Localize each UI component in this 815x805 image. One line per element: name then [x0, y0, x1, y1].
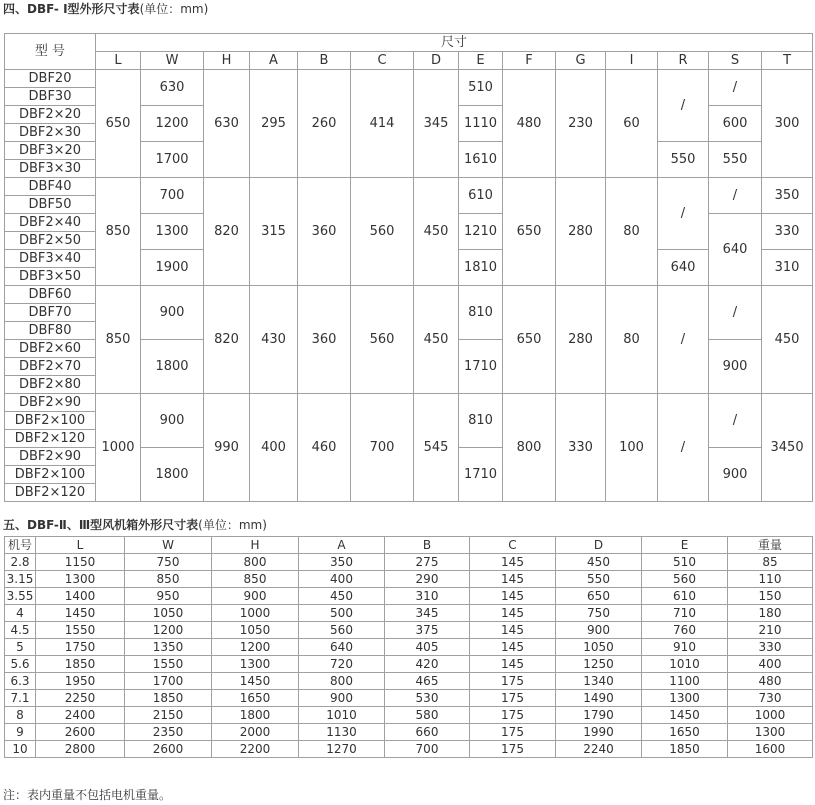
cell-b: 660 — [385, 724, 470, 741]
cell-e: 610 — [642, 588, 728, 605]
cell-s: 600 — [709, 106, 762, 142]
cell-d: 1050 — [556, 639, 642, 656]
cell-b: 275 — [385, 554, 470, 571]
header-row — [5, 34, 813, 52]
cell-a: 400 — [250, 394, 298, 502]
table2-title-text: 五、DBF-Ⅱ、Ⅲ型风机箱外形尺寸表 — [3, 518, 199, 532]
cell-d: 450 — [556, 554, 642, 571]
cell-e: 1450 — [642, 707, 728, 724]
cell-e: 1850 — [642, 741, 728, 758]
header-col-d: D — [556, 537, 642, 554]
cell-machine-no: 7.1 — [5, 690, 36, 707]
cell-b: 530 — [385, 690, 470, 707]
cell-a: 1010 — [299, 707, 385, 724]
header-col-c: C — [351, 52, 414, 70]
cell-t: 450 — [762, 286, 813, 394]
cell-b: 375 — [385, 622, 470, 639]
header-col-weight: 重量 — [728, 537, 813, 554]
cell-e: 1650 — [642, 724, 728, 741]
header-row — [5, 537, 813, 554]
cell-l: 1950 — [36, 673, 125, 690]
cell-w: 630 — [141, 70, 204, 106]
cell-f: 650 — [503, 286, 556, 394]
cell-c: 175 — [470, 707, 556, 724]
header-col-t: T — [762, 52, 813, 70]
cell-s: 900 — [709, 448, 762, 502]
model-cell: DBF2×20 — [5, 106, 96, 124]
cell-h: 2000 — [212, 724, 299, 741]
cell-l: 650 — [96, 70, 141, 178]
header-col-d: D — [414, 52, 459, 70]
model-cell: DBF80 — [5, 322, 96, 340]
cell-weight: 1300 — [728, 724, 813, 741]
cell-weight: 480 — [728, 673, 813, 690]
cell-s: / — [709, 70, 762, 106]
cell-d: 900 — [556, 622, 642, 639]
cell-d: 1250 — [556, 656, 642, 673]
cell-s: 550 — [709, 142, 762, 178]
cell-machine-no: 8 — [5, 707, 36, 724]
header-col-h: H — [204, 52, 250, 70]
cell-w: 1300 — [141, 214, 204, 250]
cell-h: 1050 — [212, 622, 299, 639]
cell-c: 145 — [470, 622, 556, 639]
cell-machine-no: 3.55 — [5, 588, 36, 605]
cell-machine-no: 5 — [5, 639, 36, 656]
cell-weight: 180 — [728, 605, 813, 622]
cell-e: 760 — [642, 622, 728, 639]
cell-c: 145 — [470, 554, 556, 571]
cell-l: 2400 — [36, 707, 125, 724]
cell-machine-no: 2.8 — [5, 554, 36, 571]
cell-b: 420 — [385, 656, 470, 673]
cell-w: 700 — [141, 178, 204, 214]
cell-s: / — [709, 286, 762, 340]
cell-e: 810 — [459, 394, 503, 448]
cell-l: 1450 — [36, 605, 125, 622]
cell-d: 650 — [556, 588, 642, 605]
cell-b: 345 — [385, 605, 470, 622]
header-col-s: S — [709, 52, 762, 70]
cell-e: 1100 — [642, 673, 728, 690]
header-col-a: A — [299, 537, 385, 554]
model-cell: DBF2×100 — [5, 412, 96, 430]
cell-d: 1990 — [556, 724, 642, 741]
header-col-l: L — [36, 537, 125, 554]
cell-r: / — [658, 394, 709, 502]
cell-a: 430 — [250, 286, 298, 394]
cell-b: 290 — [385, 571, 470, 588]
header-col-g: G — [556, 52, 606, 70]
cell-t: 3450 — [762, 394, 813, 502]
cell-machine-no: 6.3 — [5, 673, 36, 690]
cell-w: 1700 — [125, 673, 212, 690]
cell-f: 800 — [503, 394, 556, 502]
model-cell: DBF60 — [5, 286, 96, 304]
cell-c: 145 — [470, 639, 556, 656]
cell-d: 2240 — [556, 741, 642, 758]
header-col-e: E — [642, 537, 728, 554]
cell-e: 560 — [642, 571, 728, 588]
cell-h: 630 — [204, 70, 250, 178]
cell-d: 750 — [556, 605, 642, 622]
table-row — [5, 286, 813, 304]
model-cell: DBF3×40 — [5, 250, 96, 268]
cell-w: 900 — [141, 394, 204, 448]
cell-e: 910 — [642, 639, 728, 656]
model-cell: DBF3×20 — [5, 142, 96, 160]
header-row — [5, 52, 813, 70]
table-row — [5, 622, 813, 639]
model-cell: DBF2×90 — [5, 448, 96, 466]
cell-d: 1490 — [556, 690, 642, 707]
header-col-h: H — [212, 537, 299, 554]
cell-l: 1150 — [36, 554, 125, 571]
header-col-machine-no: 机号 — [5, 537, 36, 554]
cell-g: 280 — [556, 178, 606, 286]
cell-w: 950 — [125, 588, 212, 605]
model-cell: DBF2×120 — [5, 484, 96, 502]
table-row — [5, 690, 813, 707]
cell-weight: 730 — [728, 690, 813, 707]
cell-a: 315 — [250, 178, 298, 286]
table2-title-unit: (单位：mm) — [198, 518, 267, 532]
cell-b: 405 — [385, 639, 470, 656]
model-cell: DBF2×70 — [5, 358, 96, 376]
model-cell: DBF2×120 — [5, 430, 96, 448]
table-row — [5, 673, 813, 690]
cell-machine-no: 10 — [5, 741, 36, 758]
header-col-b: B — [298, 52, 351, 70]
cell-f: 650 — [503, 178, 556, 286]
cell-h: 1200 — [212, 639, 299, 656]
header-size-group: 尺寸 — [96, 34, 813, 52]
cell-l: 1850 — [36, 656, 125, 673]
cell-l: 2800 — [36, 741, 125, 758]
table-row — [5, 70, 813, 88]
cell-s: / — [709, 394, 762, 448]
table-row — [5, 178, 813, 196]
cell-a: 400 — [299, 571, 385, 588]
table-row — [5, 605, 813, 622]
header-col-e: E — [459, 52, 503, 70]
cell-l: 1300 — [36, 571, 125, 588]
header-model: 型 号 — [5, 34, 96, 70]
cell-h: 800 — [212, 554, 299, 571]
cell-weight: 330 — [728, 639, 813, 656]
cell-a: 900 — [299, 690, 385, 707]
model-cell: DBF2×50 — [5, 232, 96, 250]
cell-r: 640 — [658, 250, 709, 286]
cell-c: 145 — [470, 571, 556, 588]
cell-h: 1800 — [212, 707, 299, 724]
cell-e: 510 — [459, 70, 503, 106]
cell-e: 1210 — [459, 214, 503, 250]
header-col-l: L — [96, 52, 141, 70]
cell-d: 1790 — [556, 707, 642, 724]
model-cell: DBF2×80 — [5, 376, 96, 394]
cell-machine-no: 4 — [5, 605, 36, 622]
cell-a: 500 — [299, 605, 385, 622]
cell-i: 60 — [606, 70, 658, 178]
cell-b: 260 — [298, 70, 351, 178]
cell-a: 350 — [299, 554, 385, 571]
cell-h: 1000 — [212, 605, 299, 622]
cell-a: 720 — [299, 656, 385, 673]
cell-h: 1300 — [212, 656, 299, 673]
cell-r: 550 — [658, 142, 709, 178]
table-row — [5, 656, 813, 673]
cell-w: 2350 — [125, 724, 212, 741]
table1-title-unit: (单位：mm) — [139, 2, 209, 16]
cell-w: 750 — [125, 554, 212, 571]
cell-machine-no: 3.15 — [5, 571, 36, 588]
cell-b: 580 — [385, 707, 470, 724]
cell-h: 850 — [212, 571, 299, 588]
cell-l: 1550 — [36, 622, 125, 639]
cell-a: 1130 — [299, 724, 385, 741]
table-row — [5, 588, 813, 605]
cell-s: / — [709, 178, 762, 214]
header-col-f: F — [503, 52, 556, 70]
cell-e: 610 — [459, 178, 503, 214]
cell-g: 330 — [556, 394, 606, 502]
cell-e: 1710 — [459, 448, 503, 502]
table-row — [5, 639, 813, 656]
model-cell: DBF50 — [5, 196, 96, 214]
table-row — [5, 724, 813, 741]
cell-machine-no: 4.5 — [5, 622, 36, 639]
cell-d: 1340 — [556, 673, 642, 690]
cell-b: 700 — [385, 741, 470, 758]
cell-l: 2250 — [36, 690, 125, 707]
footnote: 注：表内重量不包括电机重量。 — [3, 788, 172, 802]
cell-weight: 400 — [728, 656, 813, 673]
cell-e: 510 — [642, 554, 728, 571]
cell-e: 1300 — [642, 690, 728, 707]
cell-weight: 1600 — [728, 741, 813, 758]
cell-b: 360 — [298, 178, 351, 286]
cell-c: 145 — [470, 605, 556, 622]
table-row — [5, 571, 813, 588]
cell-e: 1110 — [459, 106, 503, 142]
cell-e: 810 — [459, 286, 503, 340]
cell-w: 1800 — [141, 448, 204, 502]
model-cell: DBF2×40 — [5, 214, 96, 232]
cell-r: / — [658, 178, 709, 250]
cell-g: 230 — [556, 70, 606, 178]
cell-h: 2200 — [212, 741, 299, 758]
cell-e: 1810 — [459, 250, 503, 286]
cell-w: 850 — [125, 571, 212, 588]
model-cell: DBF2×100 — [5, 466, 96, 484]
cell-c: 145 — [470, 656, 556, 673]
cell-w: 1700 — [141, 142, 204, 178]
dbf2-3-fan-box-dimension-table — [4, 536, 813, 758]
cell-l: 850 — [96, 286, 141, 394]
cell-c: 560 — [351, 286, 414, 394]
cell-weight: 1000 — [728, 707, 813, 724]
cell-w: 1200 — [125, 622, 212, 639]
cell-t: 300 — [762, 70, 813, 178]
cell-w: 2150 — [125, 707, 212, 724]
cell-h: 990 — [204, 394, 250, 502]
header-col-i: I — [606, 52, 658, 70]
cell-b: 360 — [298, 286, 351, 394]
header-col-b: B — [385, 537, 470, 554]
cell-w: 1550 — [125, 656, 212, 673]
cell-e: 1710 — [459, 340, 503, 394]
cell-machine-no: 5.6 — [5, 656, 36, 673]
model-cell: DBF2×30 — [5, 124, 96, 142]
table-row — [5, 394, 813, 412]
cell-l: 1750 — [36, 639, 125, 656]
cell-g: 280 — [556, 286, 606, 394]
cell-d: 550 — [556, 571, 642, 588]
table-row — [5, 707, 813, 724]
cell-d: 545 — [414, 394, 459, 502]
cell-w: 1800 — [141, 340, 204, 394]
cell-l: 2600 — [36, 724, 125, 741]
cell-machine-no: 9 — [5, 724, 36, 741]
cell-h: 900 — [212, 588, 299, 605]
cell-e: 1010 — [642, 656, 728, 673]
cell-a: 560 — [299, 622, 385, 639]
cell-weight: 110 — [728, 571, 813, 588]
cell-a: 450 — [299, 588, 385, 605]
table-row — [5, 741, 813, 758]
cell-d: 450 — [414, 178, 459, 286]
cell-c: 145 — [470, 588, 556, 605]
cell-l: 1000 — [96, 394, 141, 502]
model-cell: DBF20 — [5, 70, 96, 88]
cell-c: 560 — [351, 178, 414, 286]
cell-a: 800 — [299, 673, 385, 690]
cell-t: 350 — [762, 178, 813, 214]
model-cell: DBF3×50 — [5, 268, 96, 286]
cell-h: 1650 — [212, 690, 299, 707]
cell-b: 465 — [385, 673, 470, 690]
cell-w: 1350 — [125, 639, 212, 656]
model-cell: DBF2×90 — [5, 394, 96, 412]
cell-s: 640 — [709, 214, 762, 286]
cell-weight: 150 — [728, 588, 813, 605]
cell-e: 710 — [642, 605, 728, 622]
cell-r: / — [658, 70, 709, 142]
model-cell: DBF2×60 — [5, 340, 96, 358]
header-col-a: A — [250, 52, 298, 70]
model-cell: DBF40 — [5, 178, 96, 196]
cell-c: 175 — [470, 673, 556, 690]
cell-l: 850 — [96, 178, 141, 286]
cell-w: 900 — [141, 286, 204, 340]
table1-title-text: 四、DBF- Ⅰ型外形尺寸表 — [3, 2, 140, 16]
cell-s: 900 — [709, 340, 762, 394]
cell-l: 1400 — [36, 588, 125, 605]
cell-t: 310 — [762, 250, 813, 286]
cell-h: 820 — [204, 178, 250, 286]
cell-r: / — [658, 286, 709, 394]
cell-w: 2600 — [125, 741, 212, 758]
cell-c: 414 — [351, 70, 414, 178]
cell-a: 1270 — [299, 741, 385, 758]
cell-w: 1200 — [141, 106, 204, 142]
cell-a: 640 — [299, 639, 385, 656]
dbf1-dimension-table — [4, 33, 813, 502]
cell-e: 1610 — [459, 142, 503, 178]
header-col-c: C — [470, 537, 556, 554]
cell-b: 460 — [298, 394, 351, 502]
model-cell: DBF3×30 — [5, 160, 96, 178]
cell-d: 450 — [414, 286, 459, 394]
cell-weight: 85 — [728, 554, 813, 571]
header-col-w: W — [125, 537, 212, 554]
cell-w: 1050 — [125, 605, 212, 622]
model-cell: DBF70 — [5, 304, 96, 322]
cell-weight: 210 — [728, 622, 813, 639]
cell-i: 80 — [606, 286, 658, 394]
cell-d: 345 — [414, 70, 459, 178]
cell-c: 700 — [351, 394, 414, 502]
cell-w: 1900 — [141, 250, 204, 286]
cell-a: 295 — [250, 70, 298, 178]
cell-t: 330 — [762, 214, 813, 250]
cell-h: 820 — [204, 286, 250, 394]
table2-title — [3, 517, 267, 533]
table-row — [5, 554, 813, 571]
table1-title — [3, 1, 208, 17]
model-cell: DBF30 — [5, 88, 96, 106]
header-col-r: R — [658, 52, 709, 70]
cell-c: 175 — [470, 741, 556, 758]
cell-f: 480 — [503, 70, 556, 178]
cell-b: 310 — [385, 588, 470, 605]
cell-c: 175 — [470, 724, 556, 741]
cell-h: 1450 — [212, 673, 299, 690]
header-col-w: W — [141, 52, 204, 70]
cell-c: 175 — [470, 690, 556, 707]
cell-i: 100 — [606, 394, 658, 502]
cell-i: 80 — [606, 178, 658, 286]
cell-w: 1850 — [125, 690, 212, 707]
